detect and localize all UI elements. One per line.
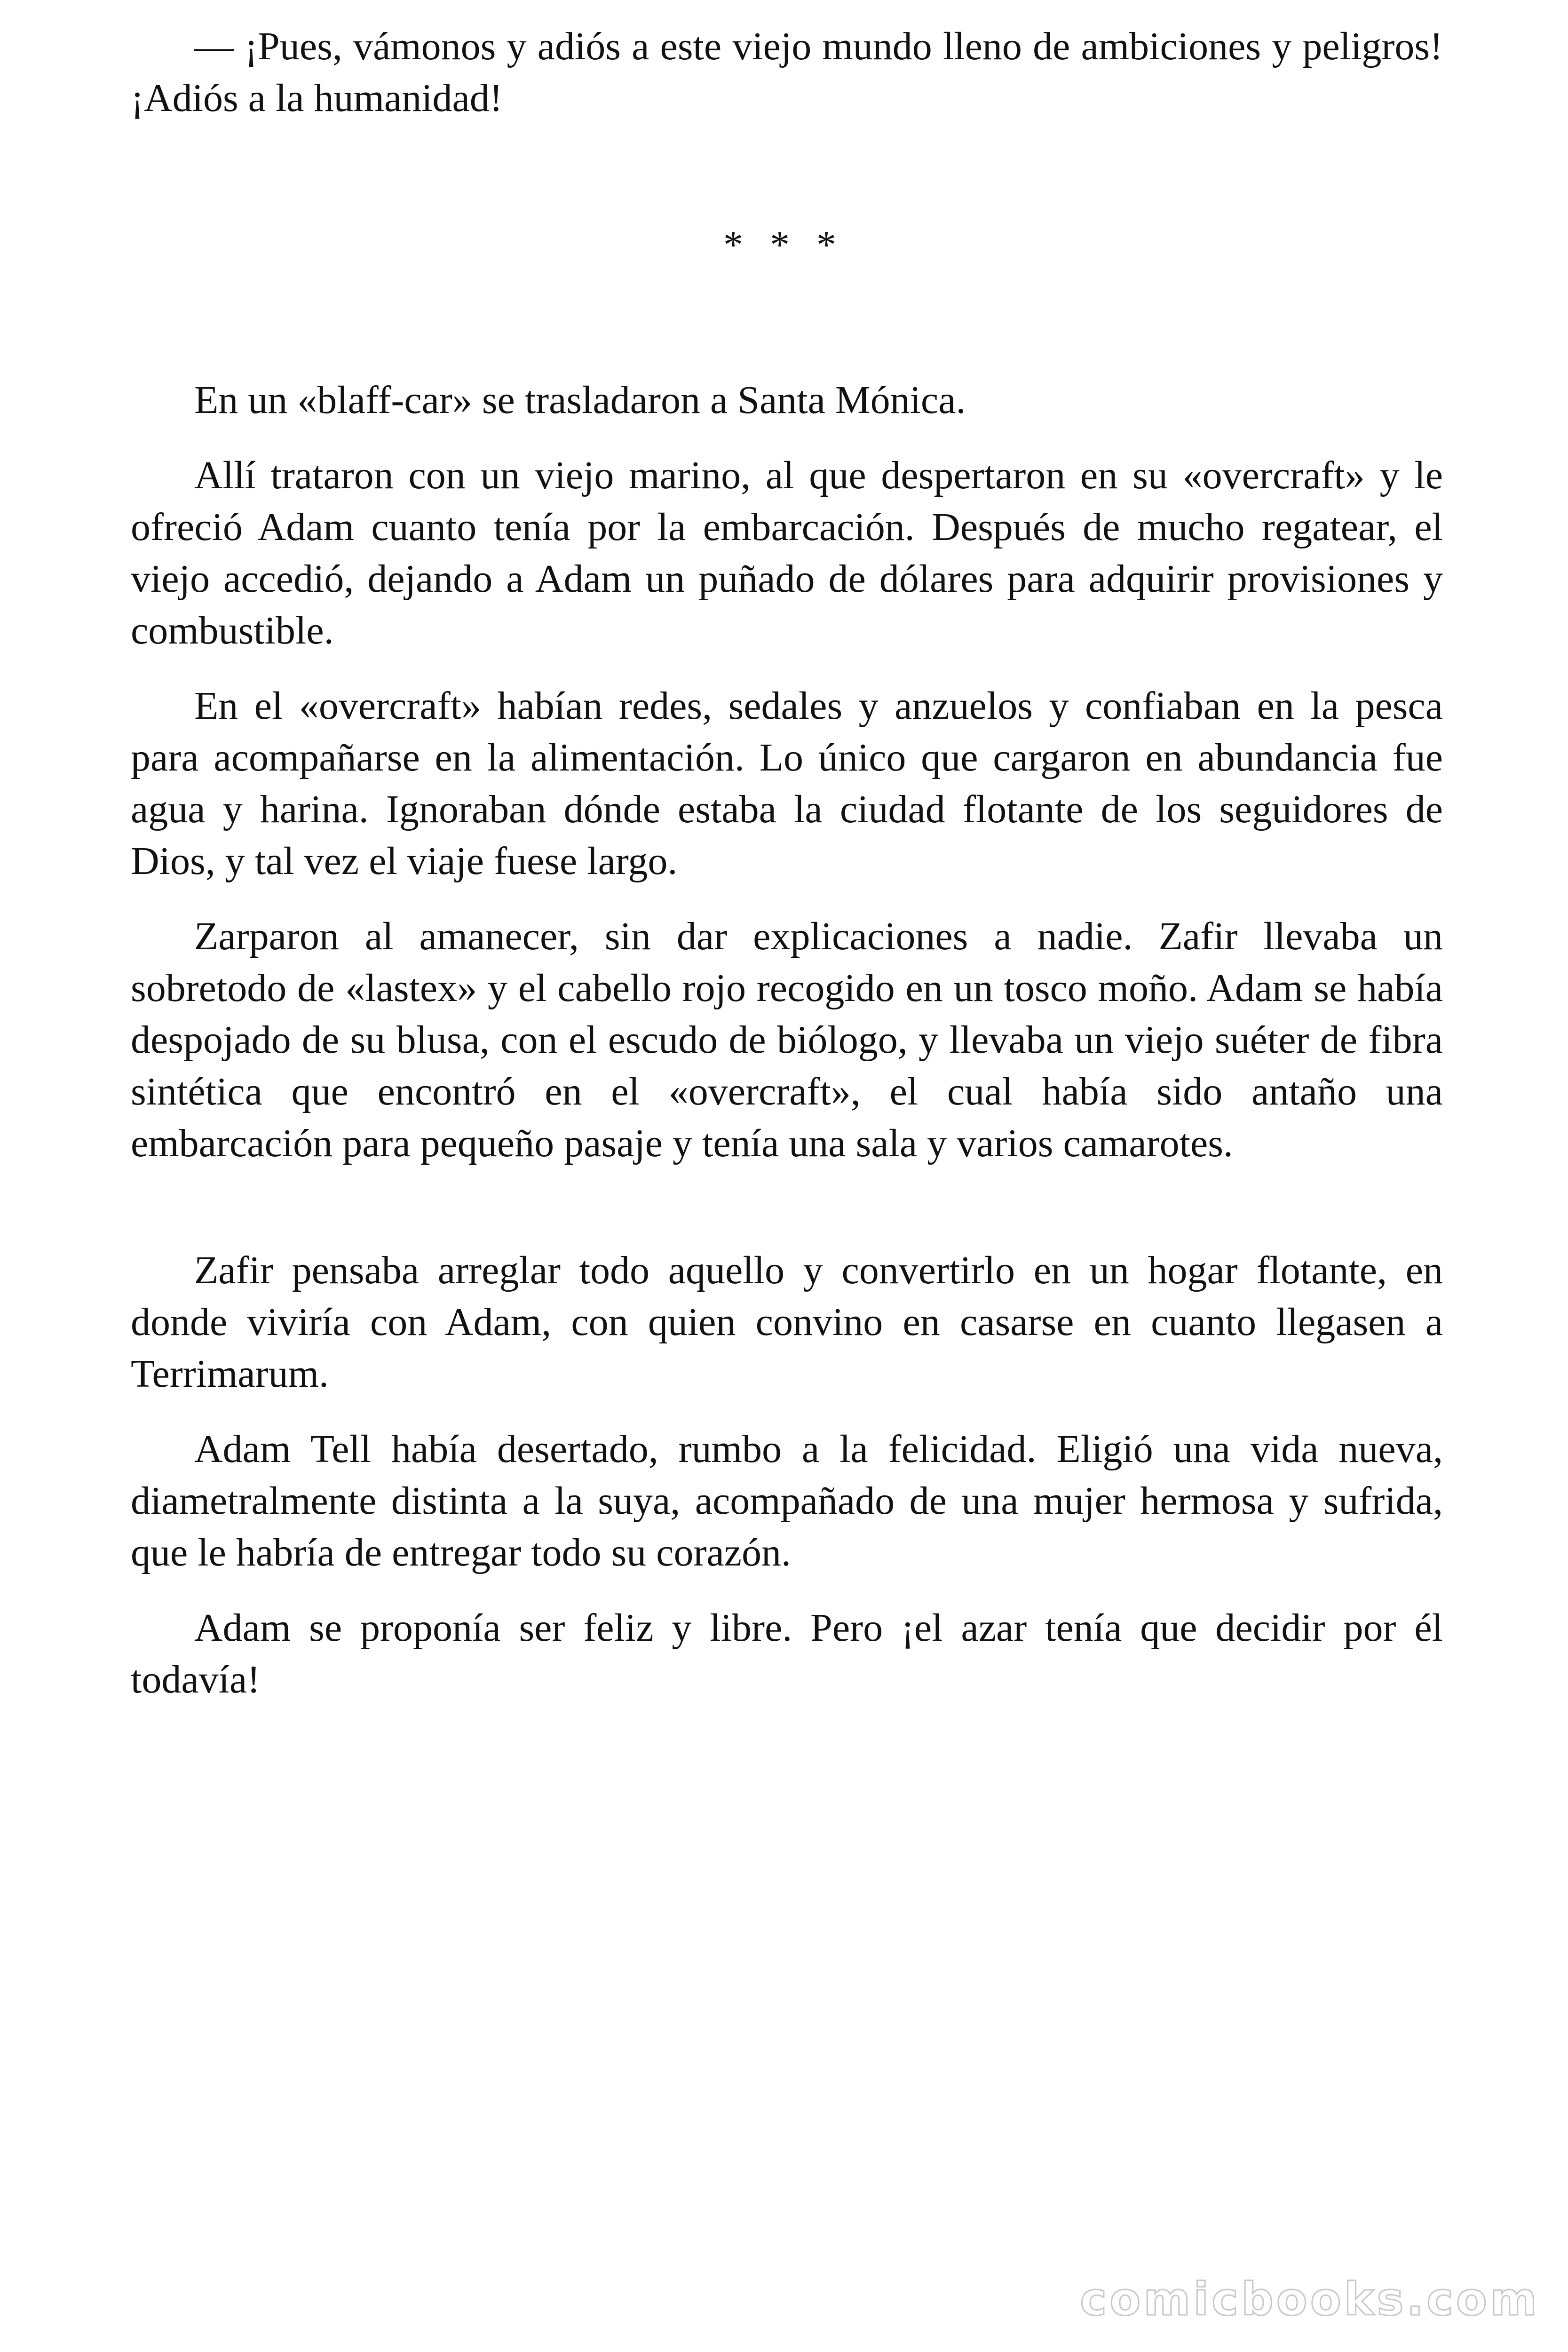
paragraph-free: Adam se proponía ser feliz y libre. Pero ¡el azar tenía que decidir por él todavía! — [131, 1606, 1443, 1701]
paragraph-old-sailor: Allí trataron con un viejo marino, al que despertaron en su «overcraft» y le ofreció Adam cuanto tenía por la embarcación. Después de mucho regatear, el viejo accedió, dejando a Adam un puñado de dólares para adquirir provisiones y combustible. — [131, 453, 1443, 652]
paragraph-farewell: — ¡Pues, vámonos y adiós a este viejo mundo lleno de ambiciones y peligros! ¡Adiós a la humanidad! — [131, 24, 1443, 120]
scene-break: * * * — [723, 223, 845, 267]
paragraph-floating-home: Zafir pensaba arreglar todo aquello y convertirlo en un hogar flotante, en donde viviría con Adam, con quien convino en casarse en cuanto llegasen a Terrimarum. — [131, 1248, 1443, 1396]
paragraph-deserted: Adam Tell había desertado, rumbo a la felicidad. Eligió una vida nueva, diametralmente distinta a la suya, acompañado de una mujer hermosa y sufrida, que le habría de entregar todo su corazón. — [131, 1427, 1443, 1574]
paragraph-santa-monica: En un «blaff-car» se trasladaron a Santa Mónica. — [194, 378, 966, 422]
paragraph-provisions: En el «overcraft» habían redes, sedales y anzuelos y confiaban en la pesca para acompañarse en la alimentación. Lo único que cargaron en abundancia fue agua y harina. Ignoraban dónde estaba la ciudad flotante de los seguidores de Dios, y tal vez el viaje fuese largo. — [131, 684, 1443, 883]
watermark-logo: comicbooks.com — [1080, 2273, 1540, 2326]
paragraph-departure: Zarparon al amanecer, sin dar explicaciones a nadie. Zafir llevaba un sobretodo de «lastex» y el cabello rojo recogido en un tosco moño. Adam se había despojado de su blusa, con el escudo de biólogo, y llevaba un viejo suéter de fibra sintética que encontró en el «overcraft», el cual había sido antaño una embarcación para pequeño pasaje y tenía una sala y varios camarotes. — [131, 914, 1443, 1165]
